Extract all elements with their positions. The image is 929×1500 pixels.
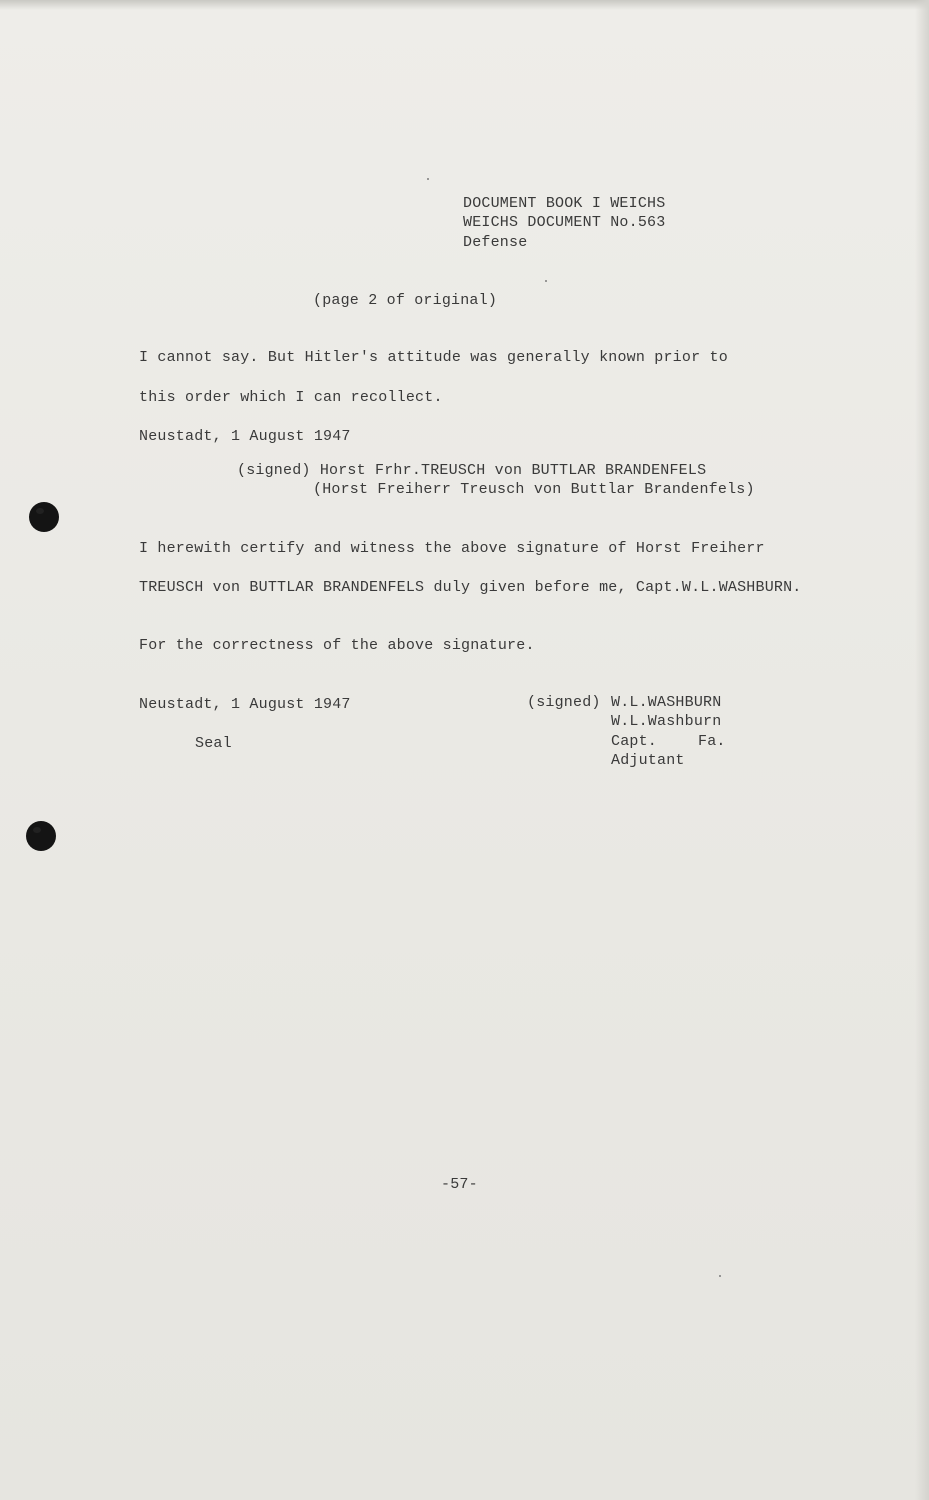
paper-speck <box>545 280 547 282</box>
page-right-edge <box>915 0 929 1500</box>
witness-name: W.L.Washburn <box>611 713 722 730</box>
page-of-original-note: (page 2 of original) <box>313 292 498 309</box>
paper-speck <box>427 178 429 180</box>
body-line-2: this order which I can recollect. <box>139 389 443 406</box>
correctness-statement: For the correctness of the above signature. <box>139 637 535 654</box>
signature-full-name: (Horst Freiherr Treusch von Buttlar Brandenfels) <box>313 481 755 498</box>
page-top-edge <box>0 0 929 10</box>
footer-place-date: Neustadt, 1 August 1947 <box>139 696 351 713</box>
certification-line-2: TREUSCH von BUTTLAR BRANDENFELS duly given before me, Capt.W.L.WASHBURN. <box>139 579 802 596</box>
doc-number-label: WEICHS DOCUMENT No.563 <box>463 214 666 231</box>
paper-speck <box>719 1275 721 1277</box>
signature-line: (signed) Horst Frhr.TREUSCH von BUTTLAR BRANDENFELS <box>237 462 707 479</box>
punch-hole-top <box>29 502 59 532</box>
certification-line-1: I herewith certify and witness the above signature of Horst Freiherr <box>139 540 765 557</box>
witness-signed-name: W.L.WASHBURN <box>611 694 722 711</box>
doc-book-label: DOCUMENT BOOK I WEICHS <box>463 195 666 212</box>
punch-hole-bottom <box>26 821 56 851</box>
place-date: Neustadt, 1 August 1947 <box>139 428 351 445</box>
page-number: -57- <box>441 1176 478 1193</box>
signed-label: (signed) <box>527 694 601 711</box>
witness-branch: Fa. <box>698 733 726 750</box>
seal-label: Seal <box>195 735 232 752</box>
body-line-1: I cannot say. But Hitler's attitude was generally known prior to <box>139 349 728 366</box>
doc-party-label: Defense <box>463 234 528 251</box>
witness-title: Adjutant <box>611 752 685 769</box>
witness-rank: Capt. <box>611 733 658 750</box>
